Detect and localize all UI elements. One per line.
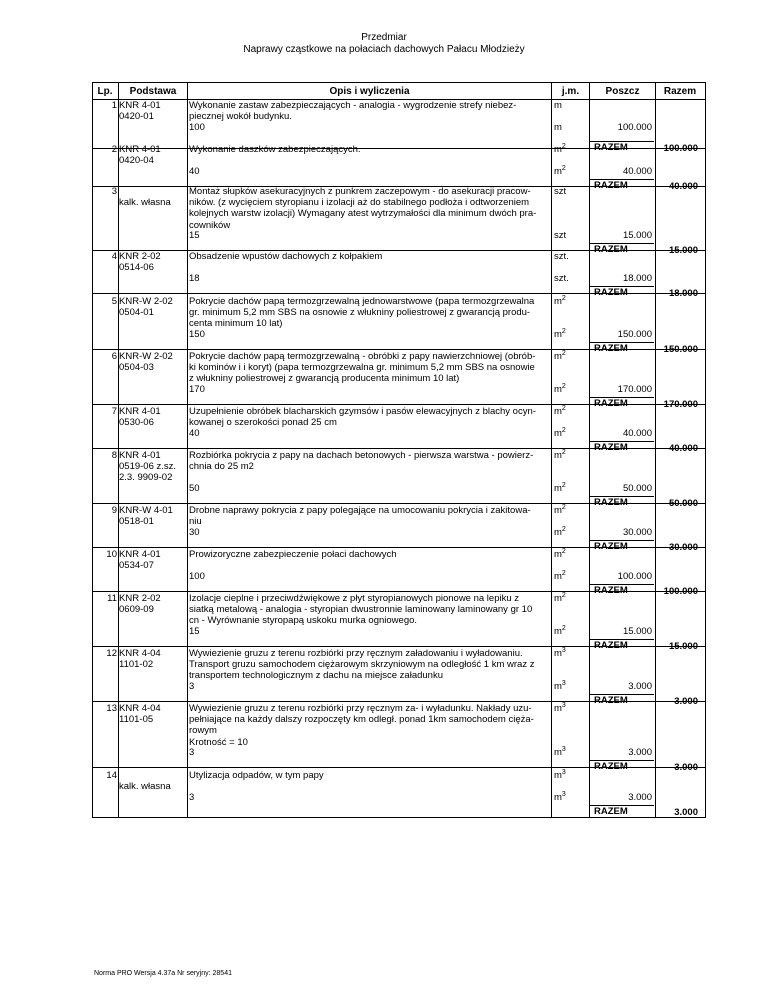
row-calc-unit: $m^2$ — [554, 569, 566, 582]
col-header-opis: Opis i wyliczenia — [329, 86, 410, 97]
row-separator — [92, 591, 706, 592]
row-basis: KNR 4-01 0519-06 z.sz. 2.3. 9909-02 — [119, 450, 177, 484]
row-calculation: 15 — [189, 230, 200, 241]
row-calc-unit: $m^2$ — [554, 426, 566, 439]
row-description: Drobne naprawy pokrycia z papy polegające na umocowaniu pokrycia i zakitowa- niu — [189, 505, 531, 528]
razem-label: RAZEM — [594, 806, 628, 817]
row-description: Prowizoryczne zabezpieczenie połaci dachowych — [189, 549, 397, 560]
row-calc-unit: $m^3$ — [554, 745, 566, 758]
row-quantity: 50.000 — [622, 483, 652, 494]
row-description: Obsadzenie wpustów dachowych z kołpakiem — [189, 251, 383, 262]
row-unit: $m^2$ — [554, 448, 566, 461]
row-unit: szt. — [554, 251, 569, 262]
footer-note: Norma PRO Wersja 4.37a Nr seryjny: 28541 — [94, 970, 232, 977]
row-number: 2 — [111, 144, 117, 155]
row-number: 8 — [111, 450, 117, 461]
row-separator — [92, 293, 706, 294]
row-number: 9 — [111, 505, 117, 516]
row-total: 40.000 — [668, 181, 698, 192]
row-number: 13 — [106, 703, 117, 714]
row-unit: $m^2$ — [554, 294, 566, 307]
row-quantity: 150.000 — [617, 329, 652, 340]
row-unit: $m^2$ — [554, 503, 566, 516]
row-basis: KNR-W 2-02 0504-01 — [119, 296, 173, 319]
row-unit: $m^2$ — [554, 547, 566, 560]
row-quantity: 3.000 — [628, 792, 652, 803]
row-calc-unit: $m^2$ — [554, 327, 566, 340]
row-separator — [92, 701, 706, 702]
row-calc-unit: $m^2$ — [554, 164, 566, 177]
row-separator — [92, 503, 706, 504]
col-header-podstawa: Podstawa — [129, 86, 177, 97]
row-number: 1 — [111, 100, 117, 111]
row-total: 40.000 — [668, 443, 698, 454]
row-quantity: 18.000 — [622, 273, 652, 284]
row-quantity: 100.000 — [617, 122, 652, 133]
col-divider — [551, 82, 552, 817]
row-unit: $m^3$ — [554, 701, 566, 714]
razem-label: RAZEM — [594, 180, 628, 191]
row-calculation: 50 — [189, 483, 200, 494]
row-basis: KNR 4-04 1101-02 — [119, 648, 161, 671]
row-calculation: 100 — [189, 122, 205, 133]
row-calculation: 3 — [189, 792, 195, 803]
row-separator — [92, 349, 706, 350]
row-total: 3.000 — [674, 696, 698, 707]
row-calc-unit: szt. — [554, 273, 569, 284]
page-subtitle: Naprawy cząstkowe na połaciach dachowych Pałacu Młodzieży — [243, 44, 525, 55]
row-separator — [92, 404, 706, 405]
row-total: 3.000 — [674, 807, 698, 818]
row-total: 150.000 — [663, 344, 698, 355]
row-description: Wykonanie zastaw zabezpieczających - analogia - wygrodzenie strefy niebez- piecznej wokół budynku. — [189, 100, 517, 123]
row-description: Pokrycie dachów papą termozgrzewalną jednowarstwowe (papa termozgrzewalna gr. minimum 5,2 mm SBS na osnowie z włukniny poliestrowej z gwarancją produ- centa minimum 10 lat) — [189, 296, 535, 330]
row-total: 3.000 — [674, 762, 698, 773]
row-unit: m — [554, 100, 562, 111]
row-unit: $m^3$ — [554, 768, 566, 781]
row-basis: KNR 2-02 0609-09 — [119, 593, 161, 616]
razem-label: RAZEM — [594, 695, 628, 706]
row-number: 5 — [111, 296, 117, 307]
row-separator — [92, 646, 706, 647]
row-quantity: 170.000 — [617, 384, 652, 395]
row-calculation: 150 — [189, 329, 205, 340]
row-quantity: 15.000 — [622, 230, 652, 241]
row-quantity: 30.000 — [622, 527, 652, 538]
row-total: 30.000 — [668, 542, 698, 553]
row-total: 15.000 — [668, 641, 698, 652]
row-calculation: 18 — [189, 273, 200, 284]
row-description: Utylizacja odpadów, w tym papy — [189, 770, 324, 781]
razem-label: RAZEM — [594, 640, 628, 651]
row-total: 15.000 — [668, 245, 698, 256]
row-number: 10 — [106, 549, 117, 560]
razem-label: RAZEM — [594, 287, 628, 298]
row-number: 14 — [106, 770, 117, 781]
row-quantity: 3.000 — [628, 747, 652, 758]
row-total: 18.000 — [668, 288, 698, 299]
row-total: 50.000 — [668, 498, 698, 509]
row-description: Rozbiórka pokrycia z papy na dachach betonowych - pierwsza warstwa - powierz- chnia do 25 m2 — [189, 450, 534, 473]
row-unit: $m^2$ — [554, 404, 566, 417]
row-calc-unit: $m^2$ — [554, 624, 566, 637]
row-number: 11 — [107, 593, 117, 604]
row-quantity: 100.000 — [617, 571, 652, 582]
row-calculation: 3 — [189, 747, 195, 758]
row-total: 100.000 — [663, 586, 698, 597]
row-calculation: 30 — [189, 527, 200, 538]
row-number: 3 — [111, 186, 117, 197]
row-separator — [92, 448, 706, 449]
row-calc-unit: $m^3$ — [554, 679, 566, 692]
row-basis: kalk. własna — [119, 781, 171, 793]
row-description: Wywiezienie gruzu z terenu rozbiórki przy ręcznym za- i wyładunku. Nakłady uzu- pełniające na każdy dalszy rozpoczęty km odległ. ponad 1km samochodem cięża- rowym Krotność = 10 — [189, 703, 534, 748]
row-description: Montaż słupków asekuracyjnych z punkrem zaczepowym - do asekuracji pracow- ników. (z wycięciem styropianu i izolacji aż do stabilnego podłoża i odtworzeniem kolejnych warstw izolacji) Wymagany atest wytrzymałości dla minimum dwóch pra- cowników — [189, 186, 537, 231]
col-divider — [589, 82, 590, 817]
row-separator — [92, 547, 706, 548]
row-unit: $m^3$ — [554, 646, 566, 659]
row-calculation: 40 — [189, 166, 200, 177]
row-calc-unit: $m^2$ — [554, 382, 566, 395]
table-top-border — [92, 82, 706, 83]
row-calc-unit: $m^3$ — [554, 790, 566, 803]
row-calculation: 3 — [189, 681, 195, 692]
col-header-lp: Lp. — [97, 86, 113, 97]
row-number: 12 — [106, 648, 117, 659]
row-description: Izolacje cieplne i przeciwdźwiękowe z płyt styropianowych pionowe na lepiku z siatką metalową - analogia - styropian dwustronnie laminowany laminowany gr 10 cn - Wyrównanie styropapą uskoku murka ogniowego. — [189, 593, 533, 627]
row-unit: $m^2$ — [554, 591, 566, 604]
row-calculation: 15 — [189, 626, 200, 637]
row-total: 170.000 — [663, 399, 698, 410]
row-total: 100.000 — [663, 143, 698, 154]
razem-label: RAZEM — [594, 442, 628, 453]
row-unit: szt — [554, 186, 567, 197]
row-unit: $m^2$ — [554, 142, 566, 155]
row-quantity: 40.000 — [622, 166, 652, 177]
razem-label: RAZEM — [594, 761, 628, 772]
row-calc-unit: szt — [554, 230, 567, 241]
row-description: Uzupełnienie obróbek blacharskich gzymsów i pasów elewacyjnych z blachy ocyn- kowanej o szerokości ponad 25 cm — [189, 406, 536, 429]
row-calc-unit: $m^2$ — [554, 481, 566, 494]
row-quantity: 3.000 — [628, 681, 652, 692]
row-basis: KNR 2-02 0514-06 — [119, 251, 161, 274]
col-header-jm: j.m. — [561, 86, 580, 97]
row-basis: KNR-W 2-02 0504-03 — [119, 351, 173, 374]
row-basis: KNR 4-01 0420-01 — [119, 100, 161, 123]
row-calc-unit: $m^2$ — [554, 525, 566, 538]
row-basis: KNR-W 4-01 0518-01 — [119, 505, 173, 528]
row-calculation: 170 — [189, 384, 205, 395]
row-unit: $m^2$ — [554, 349, 566, 362]
row-number: 6 — [111, 351, 117, 362]
row-description: Pokrycie dachów papą termozgrzewalną - obróbki z papy nawierzchniowej (obrób- ki kominów i i koryt) (papa termozgrzewalna gr. minimum 5,2 mm SBS na osnowie z włukniny poliestrowej z gwarancją producenta minimum 10 lat) — [189, 351, 536, 385]
col-header-poszcz: Poszcz — [605, 86, 640, 97]
page-title: Przedmiar — [361, 32, 407, 43]
row-basis: kalk. własna — [119, 197, 171, 209]
row-description: Wykonanie daszków zabezpieczających. — [189, 144, 361, 155]
row-calculation: 40 — [189, 428, 200, 439]
row-basis: KNR 4-01 0530-06 — [119, 406, 161, 429]
row-quantity: 15.000 — [622, 626, 652, 637]
row-calc-unit: m — [554, 122, 562, 133]
row-separator — [92, 767, 706, 768]
row-basis: KNR 4-01 0420-04 — [119, 144, 161, 167]
razem-label: RAZEM — [594, 497, 628, 508]
razem-label: RAZEM — [594, 398, 628, 409]
row-calculation: 100 — [189, 571, 205, 582]
razem-label: RAZEM — [594, 585, 628, 596]
row-basis: KNR 4-01 0534-07 — [119, 549, 161, 572]
row-number: 7 — [111, 406, 117, 417]
razem-label: RAZEM — [594, 343, 628, 354]
razem-label: RAZEM — [594, 244, 628, 255]
row-quantity: 40.000 — [622, 428, 652, 439]
row-description: Wywiezienie gruzu z terenu rozbiórki przy ręcznym załadowaniu i wyładowaniu. Transport gruzu samochodem ciężarowym skrzyniowym na odległość 1 km wraz z transportem technologicznym z dachu na miejsce załadunku — [189, 648, 535, 682]
col-header-razem: Razem — [663, 86, 697, 97]
col-divider — [187, 82, 188, 817]
row-basis: KNR 4-04 1101-05 — [119, 703, 161, 726]
razem-label: RAZEM — [594, 142, 628, 153]
row-number: 4 — [111, 251, 117, 262]
razem-label: RAZEM — [594, 541, 628, 552]
